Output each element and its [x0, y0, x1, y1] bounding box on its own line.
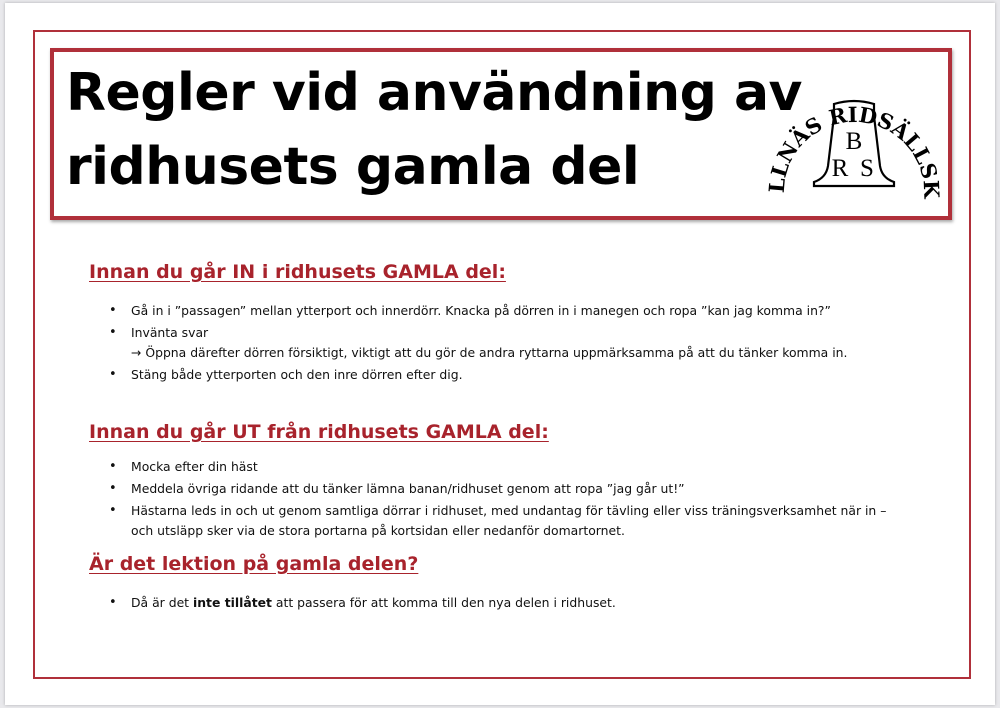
arrow-instruction: → Öppna därefter dörren försiktigt, viktigt att du gör de andra ryttarna uppmärksamma på att du tänker komma in.: [131, 345, 848, 360]
logo-arc-text: LLNÄS RIDSÄLLSK: [763, 101, 944, 198]
list-item: • Mocka efter din häst: [89, 457, 886, 477]
title-line-2: ridhusets gamla del: [66, 137, 640, 197]
document-page: [5, 3, 995, 705]
title-line-1: Regler vid användning av: [66, 63, 802, 123]
club-logo: [754, 74, 944, 202]
heading-enter: Innan du går IN i ridhusets GAMLA del:: [89, 261, 506, 283]
logo-letter-b: B: [845, 128, 863, 155]
heading-lesson: Är det lektion på gamla delen?: [89, 553, 419, 575]
list-item: • Stäng både ytterporten och den inre dörren efter dig.: [89, 365, 847, 385]
emphasis-text: inte tillåtet: [192, 595, 272, 610]
list-exit: [89, 457, 886, 543]
list-lesson: [89, 593, 616, 615]
list-item: • Då är det inte tillåtet att passera för att komma till den nya delen i ridhuset.: [89, 593, 616, 613]
logo-letter-s: S: [860, 155, 874, 182]
title-box: [50, 48, 952, 220]
list-item: • Invänta svar → Öppna därefter dörren försiktigt, viktigt att du gör de andra ryttarna uppmärksamma på att du tänker komma in.: [89, 323, 847, 363]
heading-exit: Innan du går UT från ridhusets GAMLA del:: [89, 421, 549, 443]
list-item: • Hästarna leds in och ut genom samtliga dörrar i ridhuset, med undantag för tävling eller viss träningsverksamhet när in – och utsläpp sker via de stora portarna på kortsidan eller nedanför domartornet.: [89, 501, 886, 541]
page-title: [66, 56, 802, 204]
list-item: • Gå in i ”passagen” mellan ytterport och innerdörr. Knacka på dörren in i manegen och ropa ”kan jag komma in?”: [89, 301, 847, 321]
logo-letter-r: R: [831, 155, 849, 182]
boot-logo-icon: [754, 74, 944, 202]
list-enter: [89, 301, 847, 387]
list-item: • Meddela övriga ridande att du tänker lämna banan/ridhuset genom att ropa ”jag går ut!”: [89, 479, 886, 499]
